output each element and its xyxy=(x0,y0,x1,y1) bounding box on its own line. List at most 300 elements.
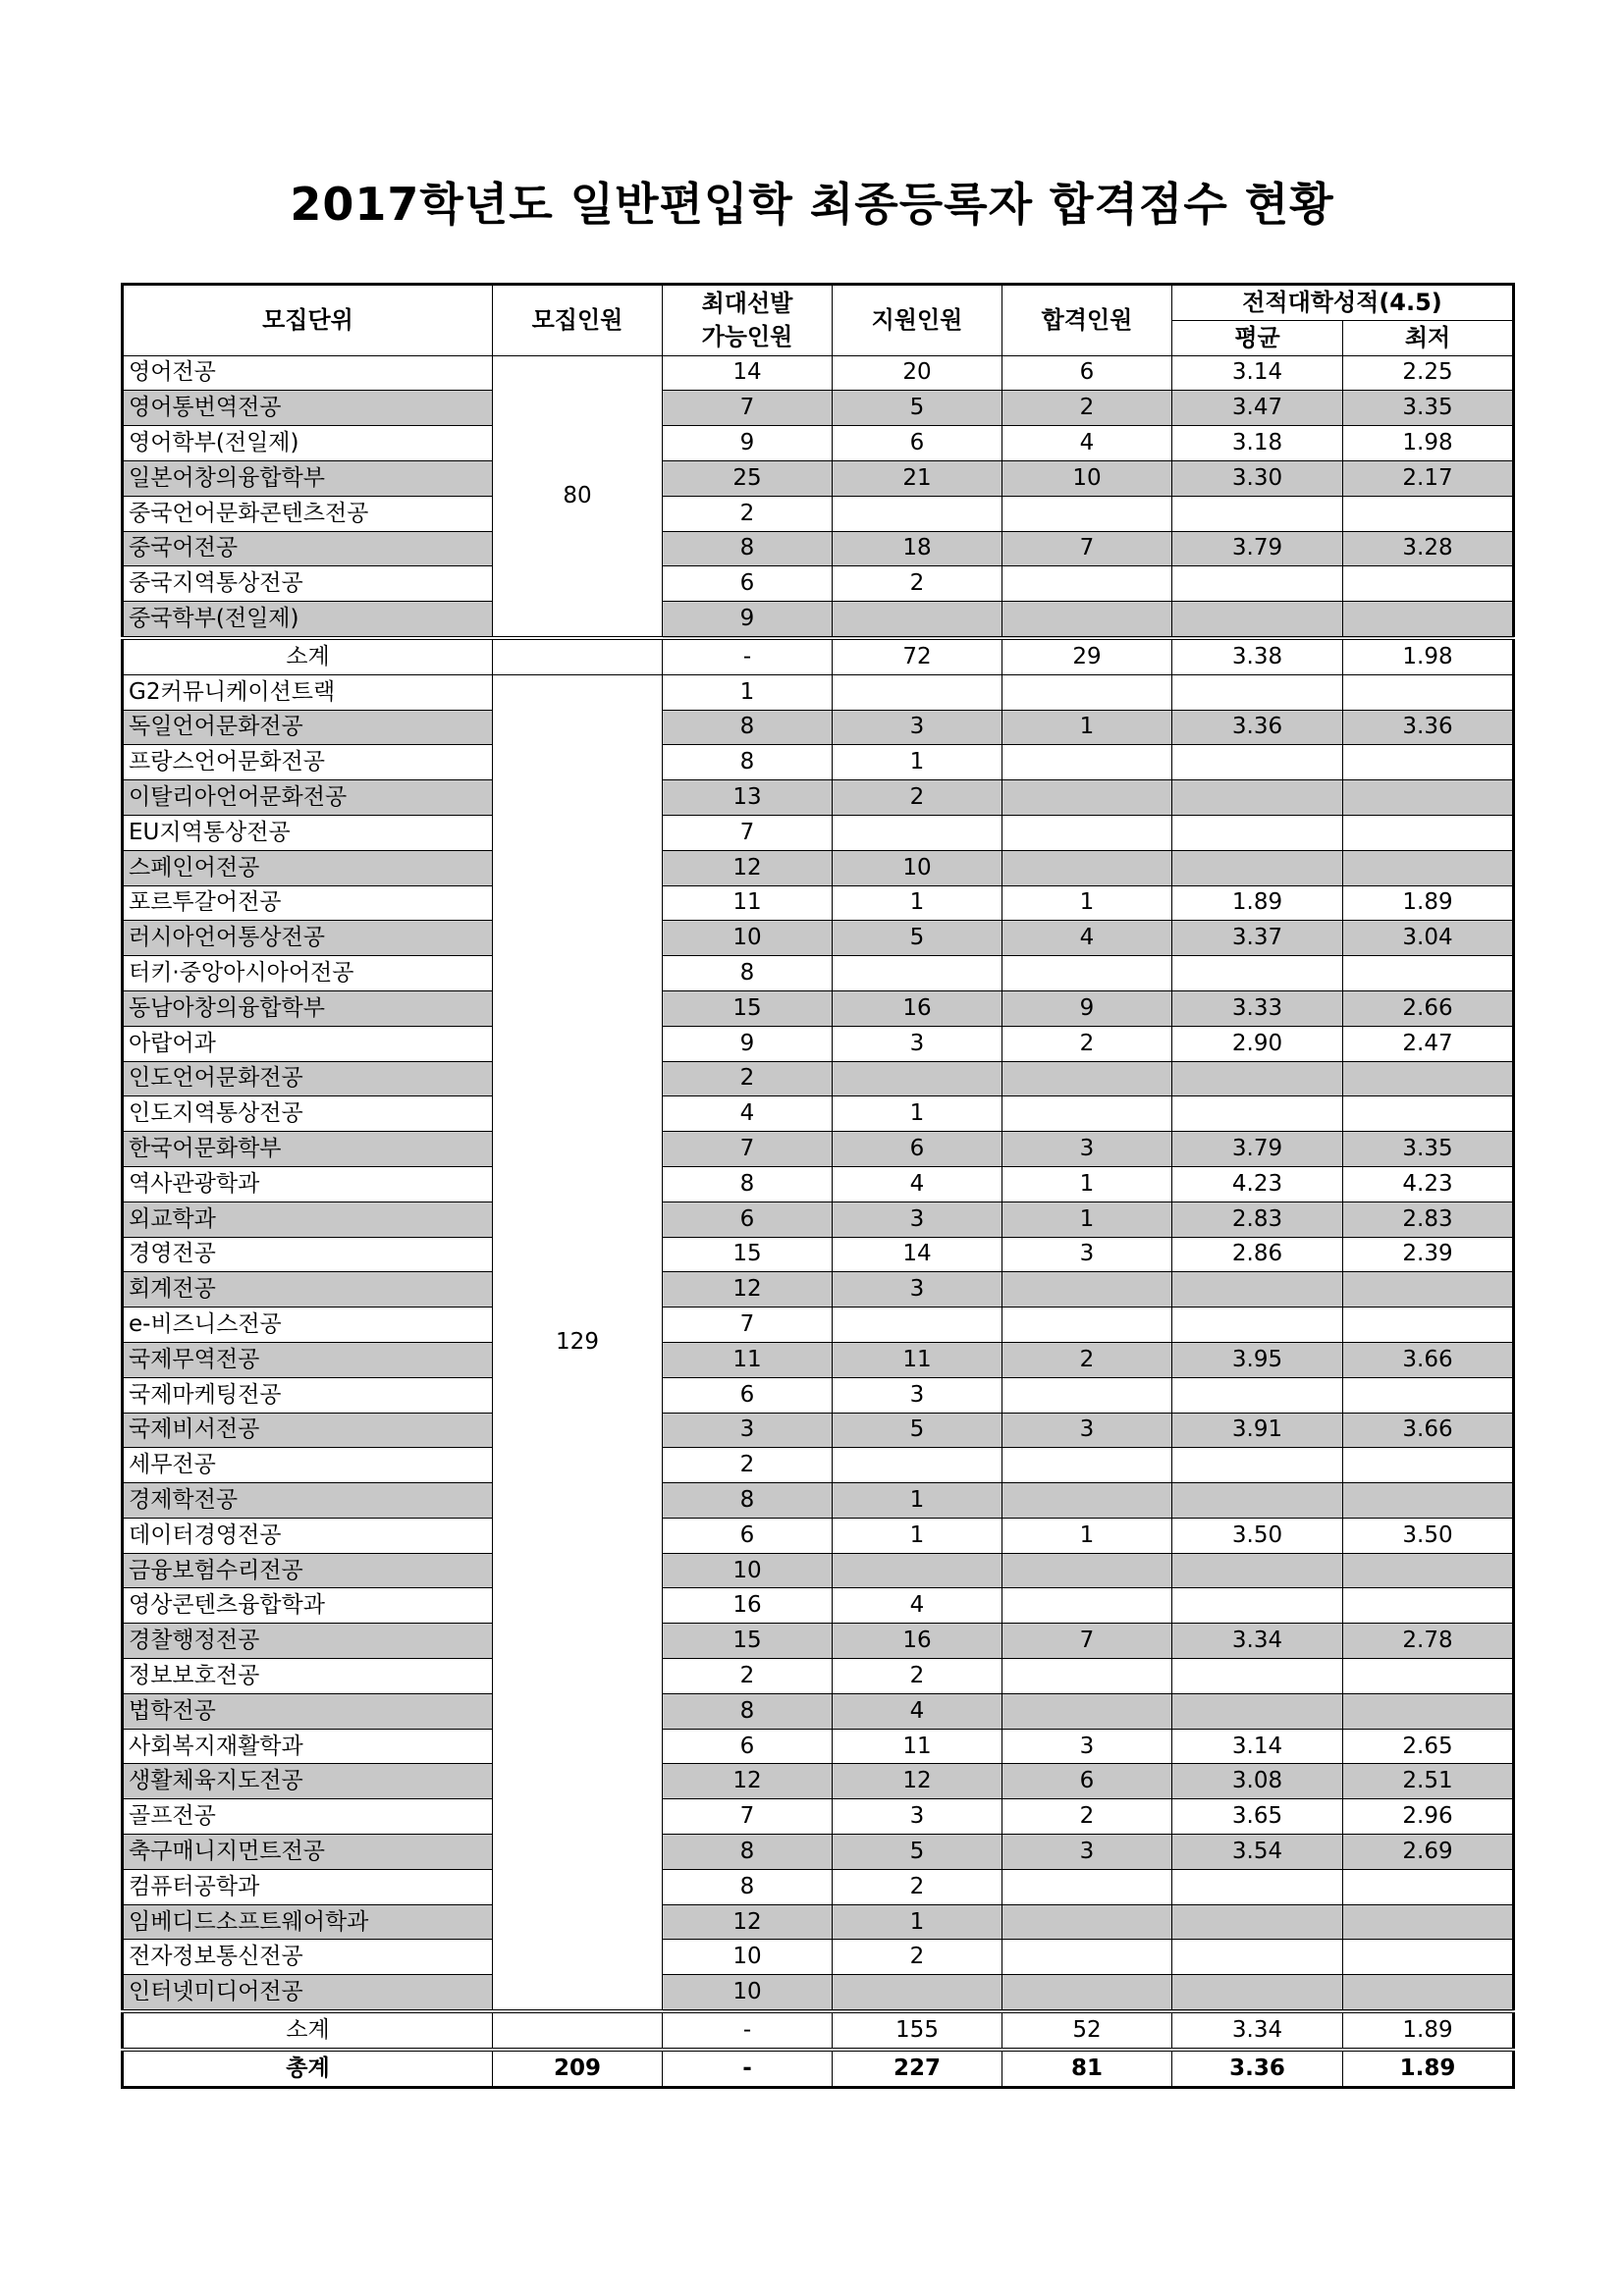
max-cell: 7 xyxy=(663,815,833,850)
table-row xyxy=(123,1940,1514,1975)
table-row xyxy=(123,1026,1514,1061)
max-cell: 8 xyxy=(663,1483,833,1519)
header-max-line1: 최대선발 xyxy=(701,289,793,317)
unit-name-cell: 아랍어과 xyxy=(123,1026,493,1061)
min-cell: 3.50 xyxy=(1343,1518,1514,1553)
unit-name-cell: 경찰행정전공 xyxy=(123,1624,493,1659)
avg-cell: 3.14 xyxy=(1172,355,1343,391)
passed-cell xyxy=(1002,956,1172,991)
max-cell: - xyxy=(663,638,833,674)
unit-name-cell: 국제무역전공 xyxy=(123,1342,493,1377)
avg-cell: 3.79 xyxy=(1172,531,1343,566)
avg-cell xyxy=(1172,1904,1343,1940)
applicants-cell: 21 xyxy=(833,460,1002,496)
passed-cell xyxy=(1002,1553,1172,1588)
avg-cell xyxy=(1172,602,1343,638)
unit-name-cell: 인도언어문화전공 xyxy=(123,1061,493,1096)
max-cell: 6 xyxy=(663,566,833,602)
unit-name-cell: 금융보험수리전공 xyxy=(123,1553,493,1588)
avg-cell: 3.91 xyxy=(1172,1413,1343,1448)
passed-cell xyxy=(1002,850,1172,885)
avg-cell: 3.18 xyxy=(1172,426,1343,461)
min-cell: 2.69 xyxy=(1343,1835,1514,1870)
avg-cell: 4.23 xyxy=(1172,1166,1343,1201)
passed-cell xyxy=(1002,1377,1172,1413)
min-cell xyxy=(1343,1272,1514,1308)
min-cell xyxy=(1343,1904,1514,1940)
table-row xyxy=(123,1132,1514,1167)
unit-name-cell: 정보보호전공 xyxy=(123,1659,493,1694)
max-cell: 7 xyxy=(663,1799,833,1835)
passed-cell: 4 xyxy=(1002,426,1172,461)
max-cell: 15 xyxy=(663,1237,833,1272)
applicants-cell: 3 xyxy=(833,1799,1002,1835)
passed-cell: 3 xyxy=(1002,1835,1172,1870)
avg-cell xyxy=(1172,674,1343,710)
avg-cell xyxy=(1172,850,1343,885)
avg-cell: 2.90 xyxy=(1172,1026,1343,1061)
min-cell: 2.65 xyxy=(1343,1729,1514,1764)
unit-name-cell: 포르투갈어전공 xyxy=(123,885,493,921)
passed-cell: 2 xyxy=(1002,1799,1172,1835)
applicants-cell xyxy=(833,1553,1002,1588)
avg-cell: 3.36 xyxy=(1172,2050,1343,2087)
header-passed: 합격인원 xyxy=(1002,285,1172,356)
unit-name-cell: 영상콘텐츠융합학과 xyxy=(123,1588,493,1624)
unit-name-cell: 일본어창의융합학부 xyxy=(123,460,493,496)
passed-cell: 1 xyxy=(1002,1166,1172,1201)
avg-cell: 3.79 xyxy=(1172,1132,1343,1167)
min-cell: 3.04 xyxy=(1343,921,1514,956)
avg-cell xyxy=(1172,1553,1343,1588)
unit-name-cell: 중국학부(전일제) xyxy=(123,602,493,638)
applicants-cell xyxy=(833,602,1002,638)
header-min: 최저 xyxy=(1343,320,1514,355)
applicants-cell: 3 xyxy=(833,1026,1002,1061)
max-cell: 2 xyxy=(663,496,833,531)
passed-cell: 3 xyxy=(1002,1132,1172,1167)
applicants-cell: 5 xyxy=(833,391,1002,426)
avg-cell xyxy=(1172,1659,1343,1694)
min-cell xyxy=(1343,1061,1514,1096)
unit-name-cell: 한국어문화학부 xyxy=(123,1132,493,1167)
passed-cell: 6 xyxy=(1002,1764,1172,1799)
min-cell xyxy=(1343,1553,1514,1588)
passed-cell xyxy=(1002,1869,1172,1904)
min-cell: 2.78 xyxy=(1343,1624,1514,1659)
passed-cell: 1 xyxy=(1002,1518,1172,1553)
passed-cell: 6 xyxy=(1002,355,1172,391)
min-cell: 4.23 xyxy=(1343,1166,1514,1201)
passed-cell: 2 xyxy=(1002,1342,1172,1377)
max-cell: 2 xyxy=(663,1061,833,1096)
applicants-cell: 18 xyxy=(833,531,1002,566)
max-cell: 6 xyxy=(663,1201,833,1237)
passed-cell xyxy=(1002,1975,1172,2011)
table-row xyxy=(123,1272,1514,1308)
table-row xyxy=(123,815,1514,850)
avg-cell xyxy=(1172,1096,1343,1132)
avg-cell: 3.50 xyxy=(1172,1518,1343,1553)
avg-cell: 2.86 xyxy=(1172,1237,1343,1272)
max-cell: 3 xyxy=(663,1413,833,1448)
header-max-line2: 가능인원 xyxy=(701,323,793,351)
passed-cell xyxy=(1002,1096,1172,1132)
min-cell: 2.17 xyxy=(1343,460,1514,496)
applicants-cell: 16 xyxy=(833,1624,1002,1659)
min-cell xyxy=(1343,1308,1514,1343)
applicants-cell: 1 xyxy=(833,745,1002,780)
avg-cell: 2.83 xyxy=(1172,1201,1343,1237)
unit-name-cell: 전자정보통신전공 xyxy=(123,1940,493,1975)
passed-cell xyxy=(1002,1448,1172,1483)
applicants-cell: 1 xyxy=(833,1518,1002,1553)
unit-name-cell: 사회복지재활학과 xyxy=(123,1729,493,1764)
avg-cell: 3.34 xyxy=(1172,2011,1343,2050)
min-cell: 2.96 xyxy=(1343,1799,1514,1835)
unit-name-cell: 컴퓨터공학과 xyxy=(123,1869,493,1904)
passed-cell xyxy=(1002,1588,1172,1624)
table-row xyxy=(123,531,1514,566)
unit-name-cell: 스페인어전공 xyxy=(123,850,493,885)
max-cell: 9 xyxy=(663,602,833,638)
min-cell: 3.35 xyxy=(1343,391,1514,426)
table-row xyxy=(123,602,1514,638)
avg-cell: 3.37 xyxy=(1172,921,1343,956)
unit-name-cell: 법학전공 xyxy=(123,1693,493,1729)
min-cell: 1.89 xyxy=(1343,885,1514,921)
applicants-cell: 1 xyxy=(833,1904,1002,1940)
table-row xyxy=(123,745,1514,780)
avg-cell xyxy=(1172,496,1343,531)
table-row xyxy=(123,1308,1514,1343)
applicants-cell: 227 xyxy=(833,2050,1002,2087)
table-row xyxy=(123,1448,1514,1483)
min-cell xyxy=(1343,1588,1514,1624)
applicants-cell: 14 xyxy=(833,1237,1002,1272)
max-cell: 12 xyxy=(663,1764,833,1799)
unit-name-cell: 독일언어문화전공 xyxy=(123,710,493,745)
passed-cell: 3 xyxy=(1002,1729,1172,1764)
table-row xyxy=(123,1693,1514,1729)
header-applicants: 지원인원 xyxy=(833,285,1002,356)
admission-table xyxy=(121,283,1515,2089)
table-row xyxy=(123,566,1514,602)
max-cell: 14 xyxy=(663,355,833,391)
unit-name-cell: 중국어전공 xyxy=(123,531,493,566)
max-cell: 10 xyxy=(663,1553,833,1588)
avg-cell xyxy=(1172,1483,1343,1519)
min-cell xyxy=(1343,1448,1514,1483)
applicants-cell: 1 xyxy=(833,885,1002,921)
min-cell xyxy=(1343,1869,1514,1904)
table-row xyxy=(123,885,1514,921)
passed-cell: 7 xyxy=(1002,1624,1172,1659)
min-cell: 1.98 xyxy=(1343,638,1514,674)
max-cell: 10 xyxy=(663,921,833,956)
table-row xyxy=(123,1764,1514,1799)
min-cell xyxy=(1343,815,1514,850)
applicants-cell: 16 xyxy=(833,990,1002,1026)
avg-cell xyxy=(1172,1061,1343,1096)
subtotal-row xyxy=(123,638,1514,674)
avg-cell: 3.30 xyxy=(1172,460,1343,496)
min-cell: 2.47 xyxy=(1343,1026,1514,1061)
avg-cell xyxy=(1172,815,1343,850)
min-cell: 1.89 xyxy=(1343,2050,1514,2087)
table-row xyxy=(123,850,1514,885)
avg-cell: 3.36 xyxy=(1172,710,1343,745)
passed-cell xyxy=(1002,815,1172,850)
max-cell: 15 xyxy=(663,1624,833,1659)
passed-cell xyxy=(1002,1659,1172,1694)
passed-cell xyxy=(1002,602,1172,638)
unit-name-cell: 경영전공 xyxy=(123,1237,493,1272)
avg-cell: 3.34 xyxy=(1172,1624,1343,1659)
applicants-cell: 2 xyxy=(833,1940,1002,1975)
applicants-cell xyxy=(833,674,1002,710)
passed-cell xyxy=(1002,496,1172,531)
max-cell: 10 xyxy=(663,1940,833,1975)
table-row xyxy=(123,391,1514,426)
unit-name-cell: 동남아창의융합학부 xyxy=(123,990,493,1026)
max-cell: 7 xyxy=(663,1308,833,1343)
avg-cell: 3.54 xyxy=(1172,1835,1343,1870)
applicants-cell: 4 xyxy=(833,1693,1002,1729)
min-cell xyxy=(1343,496,1514,531)
table-row xyxy=(123,1518,1514,1553)
max-cell: 2 xyxy=(663,1448,833,1483)
avg-cell xyxy=(1172,1940,1343,1975)
min-cell: 2.83 xyxy=(1343,1201,1514,1237)
unit-name-cell: 터키·중앙아시아어전공 xyxy=(123,956,493,991)
avg-cell xyxy=(1172,1588,1343,1624)
avg-cell xyxy=(1172,1448,1343,1483)
table-row xyxy=(123,1237,1514,1272)
avg-cell: 3.65 xyxy=(1172,1799,1343,1835)
header-unit: 모집단위 xyxy=(123,285,493,356)
table-row xyxy=(123,1342,1514,1377)
applicants-cell: 5 xyxy=(833,921,1002,956)
quota-cell: 129 xyxy=(493,674,663,2011)
min-cell: 1.98 xyxy=(1343,426,1514,461)
passed-cell xyxy=(1002,1308,1172,1343)
unit-name-cell: 중국지역통상전공 xyxy=(123,566,493,602)
header-gpa: 전적대학성적(4.5) xyxy=(1172,285,1514,321)
min-cell xyxy=(1343,1693,1514,1729)
table-row xyxy=(123,355,1514,391)
passed-cell: 1 xyxy=(1002,885,1172,921)
unit-name-cell: 프랑스언어문화전공 xyxy=(123,745,493,780)
applicants-cell xyxy=(833,956,1002,991)
applicants-cell: 11 xyxy=(833,1729,1002,1764)
avg-cell xyxy=(1172,956,1343,991)
passed-cell xyxy=(1002,674,1172,710)
applicants-cell xyxy=(833,1975,1002,2011)
table-row xyxy=(123,780,1514,816)
min-cell xyxy=(1343,1096,1514,1132)
max-cell: 11 xyxy=(663,885,833,921)
table-row xyxy=(123,1624,1514,1659)
avg-cell: 3.33 xyxy=(1172,990,1343,1026)
page-title: 2017학년도 일반편입학 최종등록자 합격점수 현황 xyxy=(290,178,1334,231)
table-body xyxy=(123,355,1514,2087)
max-cell: 25 xyxy=(663,460,833,496)
unit-name-cell: EU지역통상전공 xyxy=(123,815,493,850)
applicants-cell: 3 xyxy=(833,710,1002,745)
applicants-cell: 155 xyxy=(833,2011,1002,2050)
max-cell: 6 xyxy=(663,1377,833,1413)
max-cell: 15 xyxy=(663,990,833,1026)
quota-cell xyxy=(493,2011,663,2050)
applicants-cell xyxy=(833,1308,1002,1343)
max-cell: 8 xyxy=(663,1869,833,1904)
max-cell: 1 xyxy=(663,674,833,710)
unit-name-cell: 영어학부(전일제) xyxy=(123,426,493,461)
max-cell: - xyxy=(663,2050,833,2087)
table-row xyxy=(123,1377,1514,1413)
min-cell xyxy=(1343,1659,1514,1694)
max-cell: 8 xyxy=(663,745,833,780)
table-row xyxy=(123,1799,1514,1835)
applicants-cell xyxy=(833,496,1002,531)
unit-name-cell: 골프전공 xyxy=(123,1799,493,1835)
unit-name-cell: 역사관광학과 xyxy=(123,1166,493,1201)
min-cell: 3.28 xyxy=(1343,531,1514,566)
min-cell xyxy=(1343,745,1514,780)
unit-name-cell: 데이터경영전공 xyxy=(123,1518,493,1553)
passed-cell xyxy=(1002,1483,1172,1519)
min-cell: 2.66 xyxy=(1343,990,1514,1026)
table-row xyxy=(123,1201,1514,1237)
min-cell: 2.39 xyxy=(1343,1237,1514,1272)
table-row xyxy=(123,1096,1514,1132)
table-row xyxy=(123,1659,1514,1694)
applicants-cell: 2 xyxy=(833,780,1002,816)
max-cell: - xyxy=(663,2011,833,2050)
min-cell xyxy=(1343,1975,1514,2011)
unit-name-cell: 영어전공 xyxy=(123,355,493,391)
table-row xyxy=(123,710,1514,745)
passed-cell xyxy=(1002,745,1172,780)
passed-cell xyxy=(1002,1693,1172,1729)
avg-cell: 3.95 xyxy=(1172,1342,1343,1377)
min-cell xyxy=(1343,780,1514,816)
header-quota: 모집인원 xyxy=(493,285,663,356)
passed-cell: 2 xyxy=(1002,391,1172,426)
applicants-cell: 1 xyxy=(833,1096,1002,1132)
applicants-cell: 2 xyxy=(833,566,1002,602)
applicants-cell: 11 xyxy=(833,1342,1002,1377)
passed-cell: 7 xyxy=(1002,531,1172,566)
min-cell xyxy=(1343,674,1514,710)
passed-cell: 4 xyxy=(1002,921,1172,956)
max-cell: 13 xyxy=(663,780,833,816)
min-cell xyxy=(1343,566,1514,602)
unit-name-cell: 임베디드소프트웨어학과 xyxy=(123,1904,493,1940)
passed-cell: 52 xyxy=(1002,2011,1172,2050)
min-cell: 1.89 xyxy=(1343,2011,1514,2050)
min-cell xyxy=(1343,956,1514,991)
applicants-cell: 1 xyxy=(833,1483,1002,1519)
passed-cell xyxy=(1002,1272,1172,1308)
table-row xyxy=(123,921,1514,956)
passed-cell xyxy=(1002,566,1172,602)
applicants-cell: 5 xyxy=(833,1413,1002,1448)
passed-cell xyxy=(1002,1061,1172,1096)
max-cell: 8 xyxy=(663,1835,833,1870)
avg-cell xyxy=(1172,1272,1343,1308)
max-cell: 10 xyxy=(663,1975,833,2011)
applicants-cell: 4 xyxy=(833,1166,1002,1201)
applicants-cell: 12 xyxy=(833,1764,1002,1799)
quota-cell: 80 xyxy=(493,355,663,638)
table-row xyxy=(123,1588,1514,1624)
passed-cell: 1 xyxy=(1002,710,1172,745)
subtotal-label: 소계 xyxy=(123,638,493,674)
max-cell: 12 xyxy=(663,850,833,885)
applicants-cell: 20 xyxy=(833,355,1002,391)
unit-name-cell: 러시아언어통상전공 xyxy=(123,921,493,956)
table-row xyxy=(123,460,1514,496)
applicants-cell: 72 xyxy=(833,638,1002,674)
subtotal-label: 소계 xyxy=(123,2011,493,2050)
avg-cell xyxy=(1172,1308,1343,1343)
table-row xyxy=(123,1553,1514,1588)
min-cell xyxy=(1343,1483,1514,1519)
unit-name-cell: 회계전공 xyxy=(123,1272,493,1308)
unit-name-cell: 축구매니지먼트전공 xyxy=(123,1835,493,1870)
table-row xyxy=(123,956,1514,991)
table-row xyxy=(123,1975,1514,2011)
max-cell: 7 xyxy=(663,391,833,426)
max-cell: 12 xyxy=(663,1272,833,1308)
applicants-cell: 6 xyxy=(833,1132,1002,1167)
applicants-cell xyxy=(833,815,1002,850)
passed-cell: 10 xyxy=(1002,460,1172,496)
unit-name-cell: 외교학과 xyxy=(123,1201,493,1237)
max-cell: 9 xyxy=(663,1026,833,1061)
min-cell: 3.35 xyxy=(1343,1132,1514,1167)
total-row xyxy=(123,2050,1514,2087)
unit-name-cell: 이탈리아언어문화전공 xyxy=(123,780,493,816)
applicants-cell: 2 xyxy=(833,1659,1002,1694)
unit-name-cell: 영어통번역전공 xyxy=(123,391,493,426)
subtotal-row xyxy=(123,2011,1514,2050)
max-cell: 8 xyxy=(663,1693,833,1729)
avg-cell xyxy=(1172,1693,1343,1729)
min-cell: 3.36 xyxy=(1343,710,1514,745)
table-row xyxy=(123,674,1514,710)
table-row xyxy=(123,1413,1514,1448)
unit-name-cell: 인도지역통상전공 xyxy=(123,1096,493,1132)
header-avg: 평균 xyxy=(1172,320,1343,355)
passed-cell: 1 xyxy=(1002,1201,1172,1237)
min-cell xyxy=(1343,850,1514,885)
avg-cell: 3.38 xyxy=(1172,638,1343,674)
min-cell xyxy=(1343,602,1514,638)
max-cell: 2 xyxy=(663,1659,833,1694)
passed-cell xyxy=(1002,1940,1172,1975)
table-row xyxy=(123,1869,1514,1904)
unit-name-cell: G2커뮤니케이션트랙 xyxy=(123,674,493,710)
unit-name-cell: 경제학전공 xyxy=(123,1483,493,1519)
quota-cell xyxy=(493,638,663,674)
passed-cell: 81 xyxy=(1002,2050,1172,2087)
total-label: 총계 xyxy=(123,2050,493,2087)
max-cell: 6 xyxy=(663,1729,833,1764)
header-max xyxy=(663,285,833,356)
